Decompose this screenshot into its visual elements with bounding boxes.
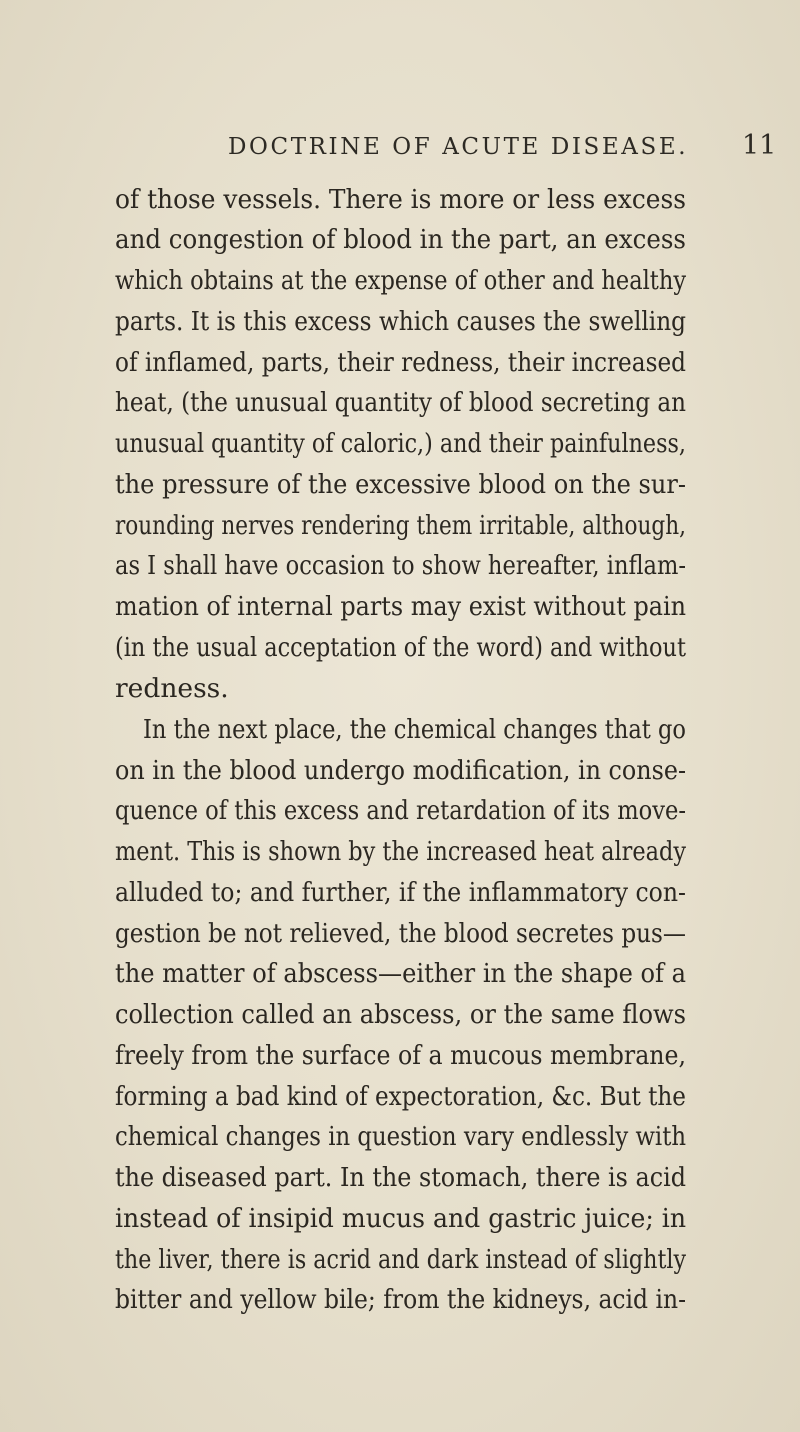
text-line: unusual quantity of caloric,) and their painfulness, xyxy=(115,428,686,459)
text-line: (in the usual acceptation of the word) and without xyxy=(115,632,686,663)
text-line: forming a bad kind of expectoration, &c. But the xyxy=(115,1081,686,1112)
page-header xyxy=(0,128,800,168)
text-line: parts. It is this excess which causes the swelling xyxy=(115,306,687,337)
text-line: rounding nerves rendering them irritable, although, xyxy=(115,510,686,541)
text-line: chemical changes in question vary endlessly with xyxy=(115,1121,687,1152)
text-line: redness. xyxy=(115,673,229,704)
text-line: collection called an abscess, or the same flows xyxy=(115,999,687,1030)
text-line: of inflamed, parts, their redness, their increased xyxy=(115,347,687,378)
page-number: 11 xyxy=(742,130,777,161)
text-line: mation of internal parts may exist without pain xyxy=(115,591,687,622)
text-line: gestion be not relieved, the blood secretes pus— xyxy=(115,918,686,949)
text-line: the diseased part. In the stomach, there is acid xyxy=(115,1162,686,1193)
text-line: In the next place, the chemical changes that go xyxy=(143,714,686,745)
text-line: and congestion of blood in the part, an excess xyxy=(115,224,686,255)
text-line: freely from the surface of a mucous membrane, xyxy=(115,1040,687,1071)
text-line: on in the blood undergo modification, in conse- xyxy=(115,755,687,786)
text-line: of those vessels. There is more or less excess xyxy=(115,184,687,215)
text-line: heat, (the unusual quantity of blood secreting an xyxy=(115,387,686,418)
text-line: bitter and yellow bile; from the kidneys, acid in- xyxy=(115,1284,687,1315)
text-line: which obtains at the expense of other and healthy xyxy=(115,265,687,296)
text-line: the pressure of the excessive blood on the sur- xyxy=(115,469,687,500)
text-line: the liver, there is acrid and dark instead of slightly xyxy=(115,1244,687,1275)
text-line: alluded to; and further, if the inflammatory con- xyxy=(115,877,686,908)
text-line: the matter of abscess—either in the shape of a xyxy=(115,958,687,989)
text-line: instead of insipid mucus and gastric juice; in xyxy=(115,1203,687,1234)
text-line: ment. This is shown by the increased heat already xyxy=(115,836,687,867)
text-line: as I shall have occasion to show hereafter, inflam- xyxy=(115,550,686,581)
text-line: quence of this excess and retardation of its move- xyxy=(115,795,687,826)
running-head: DOCTRINE OF ACUTE DISEASE. xyxy=(228,134,689,160)
